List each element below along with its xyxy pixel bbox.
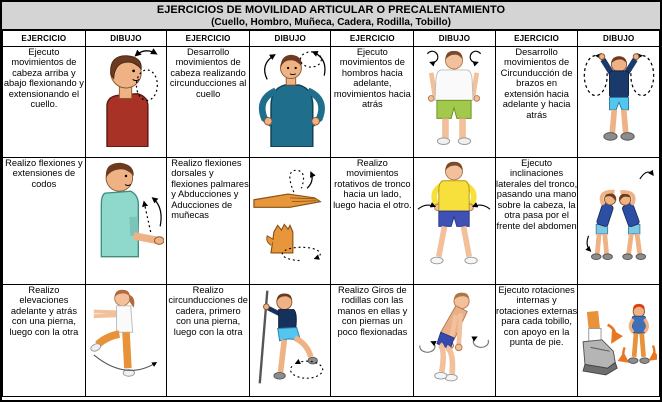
col-header-ejercicio-1: EJERCICIO [3,30,86,46]
col-header-dibujo-1: DIBUJO [85,30,166,46]
drawing-cell [250,157,331,284]
arm-circumduction-icon [581,47,657,147]
leg-swings-icon [88,285,164,389]
table-row [3,157,660,284]
drawing-cell [414,284,495,396]
exercise-text-cell: Ejecuto movimientos de cabeza arriba y abajo flexionando y extensionando el cuello. [3,46,86,157]
drawing-cell [414,46,495,157]
trunk-lateral-bends-icon [581,158,657,270]
exercise-table [2,30,660,397]
drawing-cell [578,157,660,284]
drawing-cell [414,157,495,284]
page-title: EJERCICIOS DE MOVILIDAD ARTICULAR O PRECALENTAMIENTO [156,4,506,16]
wrist-movements-icon [252,158,328,270]
drawing-cell [85,284,166,396]
exercise-text-cell: Realizo Giros de rodillas con las manos en ellas y con piernas un poco flexionadas [331,284,414,396]
col-header-ejercicio-2: EJERCICIO [167,30,250,46]
head-flexion-extension-icon [88,47,164,147]
drawing-cell [578,46,660,157]
exercise-text-cell: Ejecuto rotaciones internas y rotaciones externas para cada tobillo, con apoyo en la punta de pie. [495,284,578,396]
exercise-text-cell: Desarrollo movimientos de cabeza realizando circunducciones al cuello [167,46,250,157]
exercise-text-cell: Realizo flexiones dorsales y flexiones palmares y Abducciones y Aducciones de muñecas [167,157,250,284]
col-header-dibujo-4: DIBUJO [578,30,660,46]
col-header-ejercicio-3: EJERCICIO [331,30,414,46]
table-row [3,284,660,396]
page-subtitle: (Cuello, Hombro, Muñeca, Cadera, Rodilla, Tobillo) [211,16,451,28]
drawing-cell [85,157,166,284]
exercise-text-cell: Realizo elevaciones adelante y atrás con una pierna, luego con la otra [3,284,86,396]
col-header-dibujo-2: DIBUJO [250,30,331,46]
elbow-flexion-icon [88,158,164,270]
drawing-cell [85,46,166,157]
exercise-text-cell: Realizo circunducciones de cadera, primero con una pierna, luego con la otra [167,284,250,396]
hip-circumduction-icon [252,285,328,389]
worksheet-header [2,2,660,30]
exercise-text-cell: Ejecuto inclinaciones laterales del tronco, pasando una mano sobre la cabeza, la otra pasa por el frente del abdomen [495,157,578,284]
column-header-row [3,30,660,46]
shoulder-rolls-icon [416,47,492,147]
exercise-text-cell: Realizo movimientos rotativos de tronco hacia un lado, luego hacia el otro. [331,157,414,284]
table-row [3,46,660,157]
drawing-cell [578,284,660,396]
col-header-dibujo-3: DIBUJO [414,30,495,46]
drawing-cell [250,46,331,157]
knee-circles-icon [416,285,492,389]
exercise-text-cell: Desarrollo movimientos de Circunducción de brazos en extensión hacia adelante y hacia atrás [495,46,578,157]
col-header-ejercicio-4: EJERCICIO [495,30,578,46]
drawing-cell [250,284,331,396]
exercise-text-cell: Ejecuto movimientos de hombros hacia adelante, movimientos hacia atrás [331,46,414,157]
ankle-rotations-icon [581,285,657,389]
exercise-text-cell: Realizo flexiones y extensiones de codos [3,157,86,284]
trunk-rotation-icon [416,158,492,270]
neck-circumduction-icon [252,47,328,147]
